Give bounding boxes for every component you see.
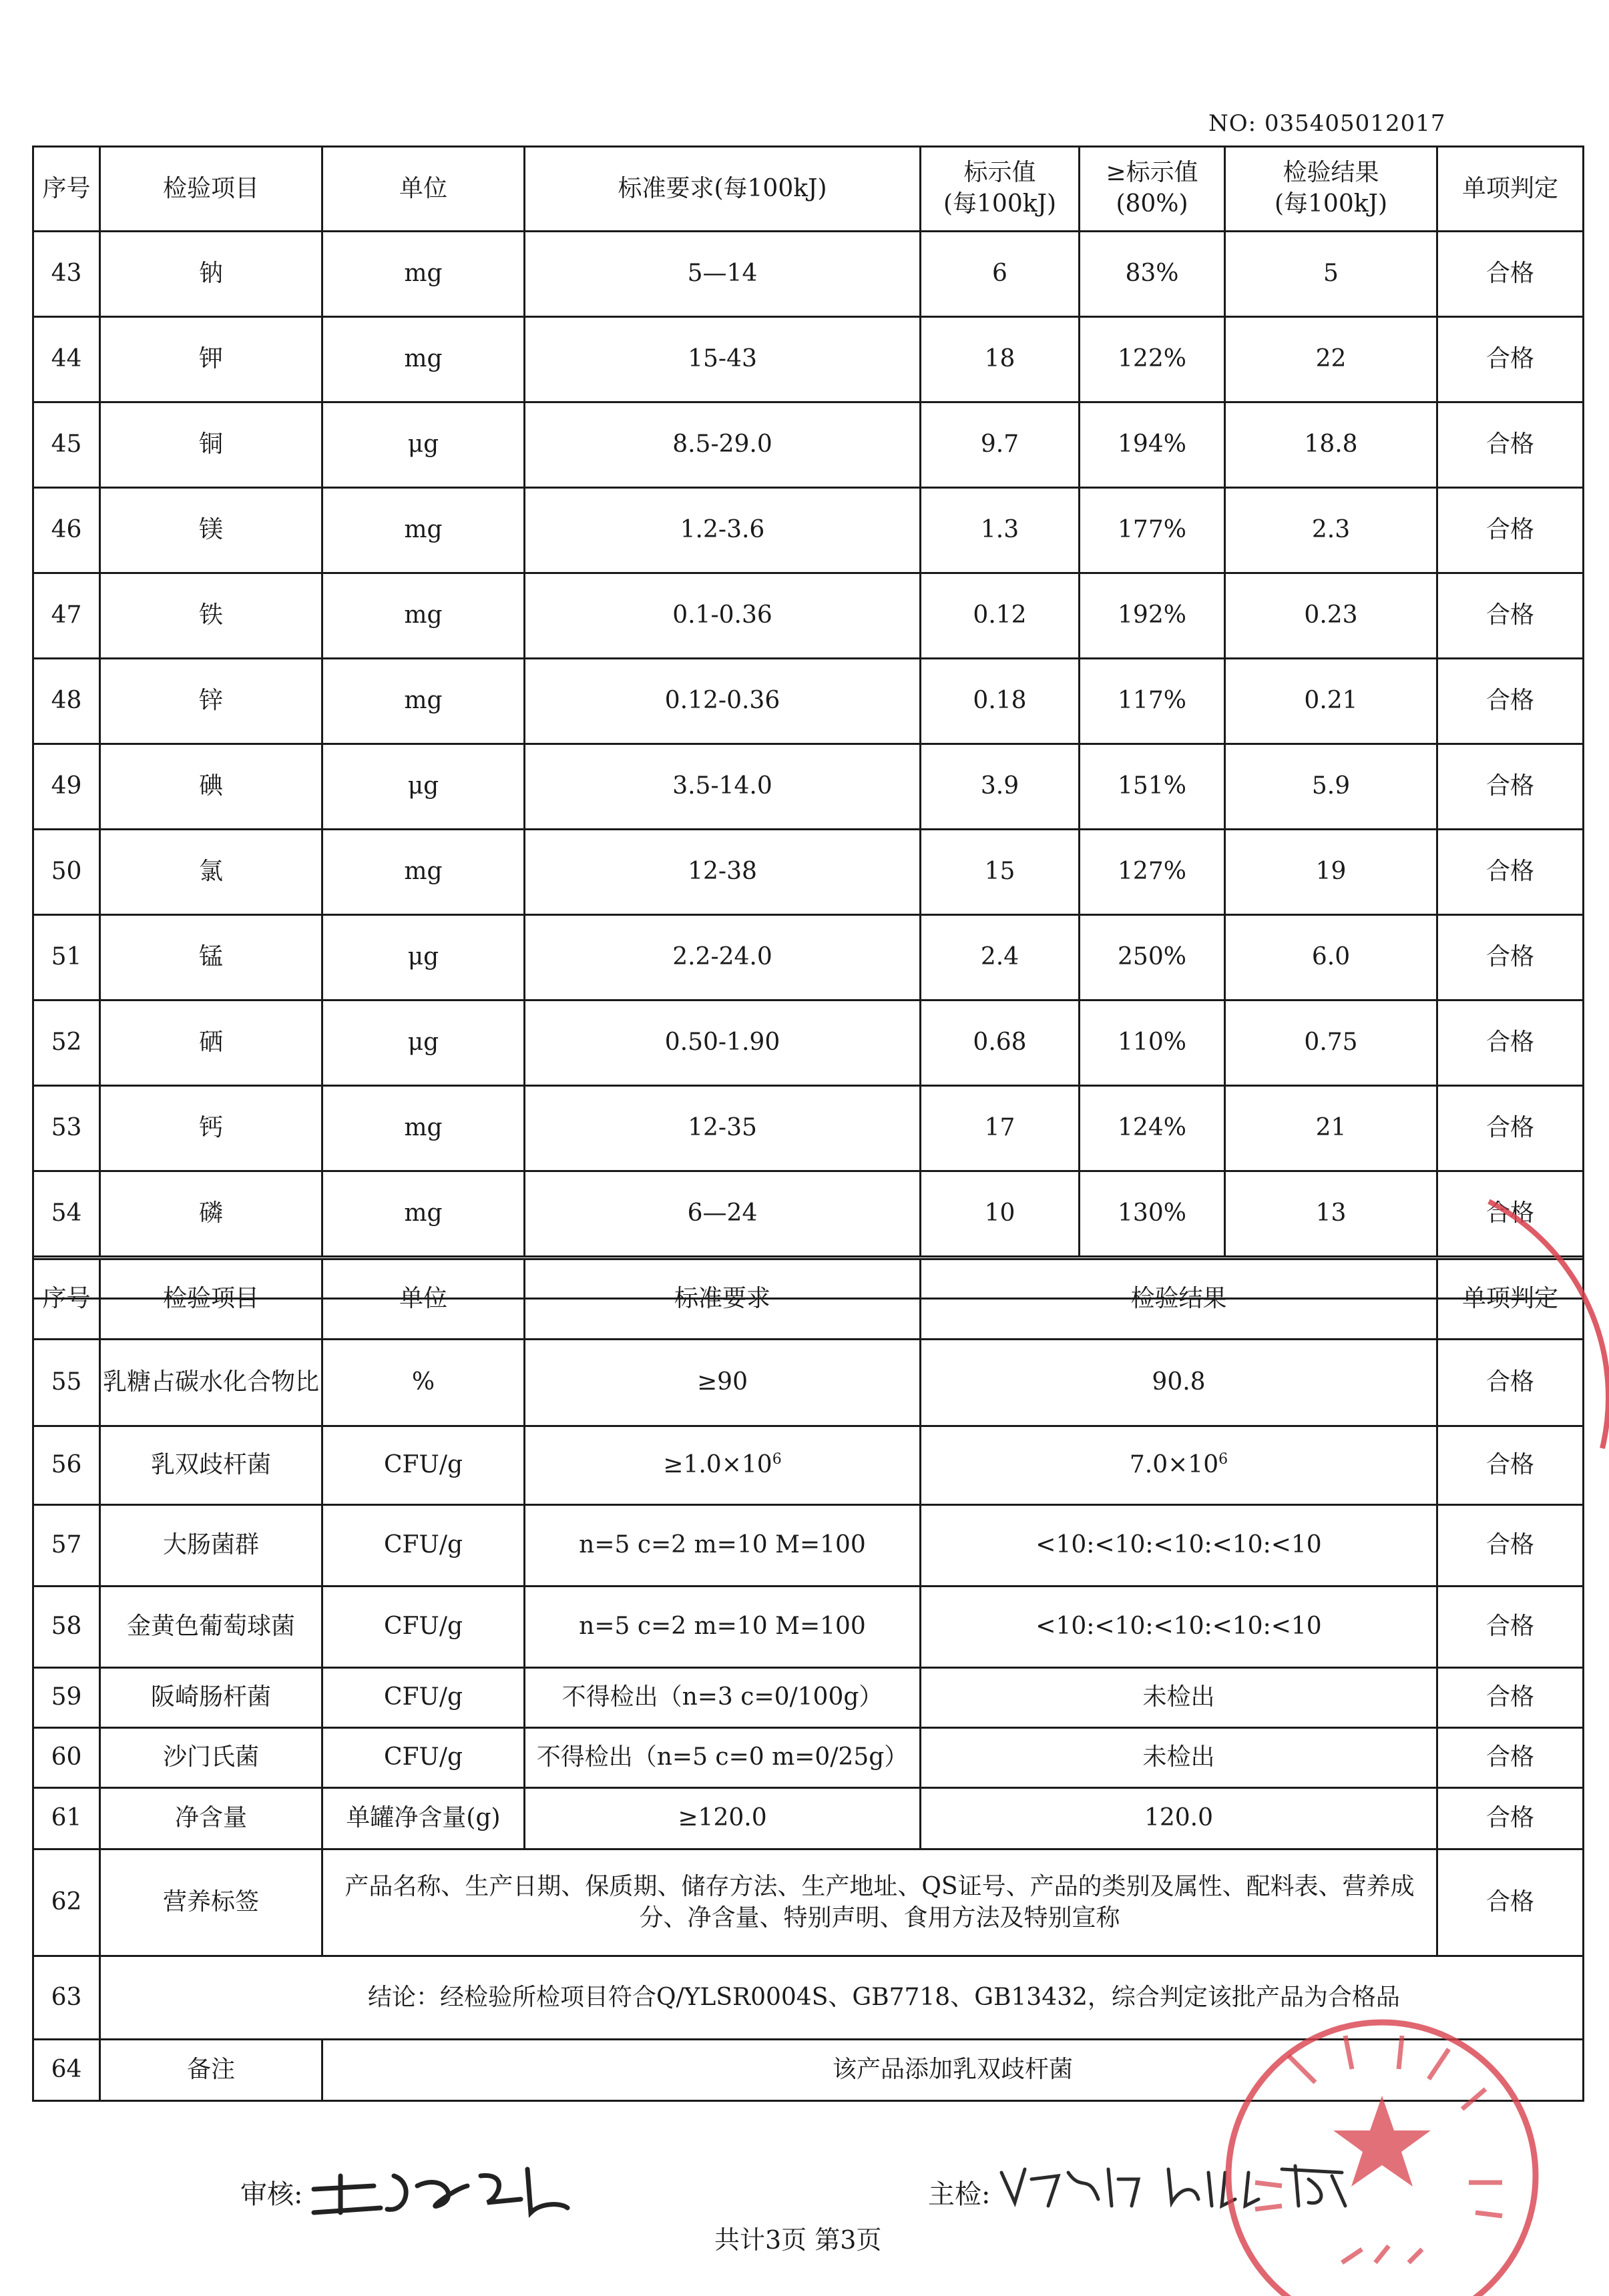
table-cell: 锰 [100,915,322,1000]
value-exponent: 6 [772,1451,782,1468]
table-cell: 57 [33,1505,100,1587]
table-cell: 3.5-14.0 [525,744,921,830]
table-cell: mg [322,573,525,659]
table-cell: 43 [33,232,100,317]
table-cell: 0.23 [1225,573,1437,659]
table-cell: 192% [1080,573,1225,659]
table-cell: 合格 [1437,1849,1584,1956]
table-cell: μg [322,915,525,1000]
table-cell: mg [322,232,525,317]
table-cell: 合格 [1437,573,1584,659]
table-cell: 2.3 [1225,488,1437,573]
table-cell: mg [322,1171,525,1257]
table-cell: 22 [1225,317,1437,402]
table-cell: 0.50-1.90 [525,1000,921,1086]
table-cell: 12-35 [525,1086,921,1171]
table-row [33,402,1584,488]
table-cell: 合格 [1437,659,1584,744]
table-cell: 45 [33,402,100,488]
table-cell: 合格 [1437,1728,1584,1788]
table-cell: 18.8 [1225,402,1437,488]
table-cell: 83% [1080,232,1225,317]
table-cell: 金黄色葡萄球菌 [100,1587,322,1668]
table-cell: 该产品添加乳双歧杆菌 [322,2040,1584,2101]
table-cell: 合格 [1437,317,1584,402]
table-cell: μg [322,402,525,488]
table-cell: 沙门氏菌 [100,1728,322,1788]
page-info: 共计3页 第3页 [714,2225,882,2255]
table-cell: 120.0 [921,1788,1437,1849]
column-header: 标准要求(每100kJ) [525,147,921,232]
table-row [33,1587,1584,1668]
table-cell: 50 [33,830,100,915]
table-header-row [33,147,1584,232]
table-cell: 58 [33,1587,100,1668]
table-cell: 53 [33,1086,100,1171]
table-cell: 合格 [1437,1668,1584,1728]
table-cell: 1.3 [921,488,1080,573]
table-row [33,317,1584,402]
table-cell: 合格 [1437,915,1584,1000]
table-cell: 合格 [1437,1171,1584,1257]
table-cell: <10:<10:<10:<10:<10 [921,1587,1437,1668]
table-cell: 90.8 [921,1340,1437,1426]
table-cell: CFU/g [322,1587,525,1668]
table-cell: 大肠菌群 [100,1505,322,1587]
table-cell: 硒 [100,1000,322,1086]
table-cell: 194% [1080,402,1225,488]
table-cell: 合格 [1437,1000,1584,1086]
review-label: 审核: [240,2179,303,2210]
table-cell: 47 [33,573,100,659]
table-cell: 合格 [1437,1505,1584,1587]
column-header: 单项判定 [1437,1259,1584,1340]
table-row [33,659,1584,744]
table-cell: 未检出 [921,1728,1437,1788]
table-cell: 氯 [100,830,322,915]
table-cell: 备注 [100,2040,322,2101]
table-cell: μg [322,744,525,830]
inspection-seal [1208,1982,1556,2296]
table-cell: 127% [1080,830,1225,915]
table-row [33,1728,1584,1788]
column-header: 序号 [33,1259,100,1340]
table-cell: 合格 [1437,1086,1584,1171]
table-row [33,1426,1584,1505]
table-cell: 钙 [100,1086,322,1171]
reviewer-signature [300,2149,594,2223]
table-cell: 117% [1080,659,1225,744]
table-cell: n=5 c=2 m=10 M=100 [525,1587,921,1668]
table-cell: 9.7 [921,402,1080,488]
table-cell: 54 [33,1171,100,1257]
table-cell: mg [322,830,525,915]
table-row [33,1505,1584,1587]
table-cell: mg [322,1086,525,1171]
table-row [33,232,1584,317]
nutrient-table [32,146,1584,1300]
table-cell: 3.9 [921,744,1080,830]
inspector-label: 主检: [928,2179,991,2210]
column-header: ≥标示值 (80%) [1080,147,1225,232]
table-cell: 10 [921,1171,1080,1257]
table-cell: 52 [33,1000,100,1086]
column-header: 序号 [33,147,100,232]
table-cell: 64 [33,2040,100,2101]
column-header: 检验项目 [100,147,322,232]
table-cell: 15 [921,830,1080,915]
table-cell: % [322,1340,525,1426]
table-cell: μg [322,1000,525,1086]
table-row [33,488,1584,573]
table-cell: mg [322,317,525,402]
table-header-row [33,1259,1584,1340]
table-cell: CFU/g [322,1728,525,1788]
value-base: 7.0×10 [1129,1451,1219,1479]
table-cell: <10:<10:<10:<10:<10 [921,1505,1437,1587]
column-header: 单位 [322,1259,525,1340]
table-cell: 0.75 [1225,1000,1437,1086]
table-cell: 钾 [100,317,322,402]
table-cell: 12-38 [525,830,921,915]
table-cell: 2.2-24.0 [525,915,921,1000]
table-cell: 61 [33,1788,100,1849]
column-header: 检验结果 (每100kJ) [1225,147,1437,232]
table-cell: 6.0 [1225,915,1437,1000]
table-cell: ≥120.0 [525,1788,921,1849]
table-cell: 营养标签 [100,1849,322,1956]
table-cell: 130% [1080,1171,1225,1257]
table-cell: 48 [33,659,100,744]
table-cell: 60 [33,1728,100,1788]
table-cell: 合格 [1437,1426,1584,1505]
table-cell: 21 [1225,1086,1437,1171]
table-row [33,744,1584,830]
value-base: ≥1.0×10 [663,1451,772,1479]
report-number: NO: 035405012017 [1208,110,1446,137]
table-cell: 18 [921,317,1080,402]
table-cell: 62 [33,1849,100,1956]
table-cell: 合格 [1437,744,1584,830]
table-cell: n=5 c=2 m=10 M=100 [525,1505,921,1587]
table-cell: 46 [33,488,100,573]
value-exponent: 6 [1218,1451,1228,1468]
table-cell: 单罐净含量(g) [322,1788,525,1849]
table-cell: 17 [921,1086,1080,1171]
table-cell: 不得检出（n=5 c=0 m=0/25g） [525,1728,921,1788]
table-cell: CFU/g [322,1505,525,1587]
table-cell: 合格 [1437,1340,1584,1426]
table-cell: 250% [1080,915,1225,1000]
table-row [33,1086,1584,1171]
table-cell: 5—14 [525,232,921,317]
table-row [33,1000,1584,1086]
table-cell: CFU/g [322,1426,525,1505]
table-cell: 净含量 [100,1788,322,1849]
column-header: 单项判定 [1437,147,1584,232]
table-cell: ≥90 [525,1340,921,1426]
table-cell: 磷 [100,1171,322,1257]
column-header: 检验项目 [100,1259,322,1340]
table-cell: 122% [1080,317,1225,402]
standard-cell [525,1426,921,1505]
table-cell: 1.2-3.6 [525,488,921,573]
table-cell: 合格 [1437,830,1584,915]
table-cell: 锌 [100,659,322,744]
table-cell: mg [322,659,525,744]
table-cell: 2.4 [921,915,1080,1000]
table-cell: 合格 [1437,488,1584,573]
table-cell: 56 [33,1426,100,1505]
table-row [33,1171,1584,1257]
table-cell: 59 [33,1668,100,1728]
table-row [33,1849,1584,1956]
company-seal-fragment [1475,1181,1609,1462]
table-cell: 合格 [1437,232,1584,317]
table-cell: 0.12-0.36 [525,659,921,744]
table-cell: mg [322,488,525,573]
table-cell: 阪崎肠杆菌 [100,1668,322,1728]
table-cell: 结论：经检验所检项目符合Q/YLSR0004S、GB7718、GB13432，综合判定该批产品为合格品 [100,1956,1584,2040]
table-cell: 铜 [100,402,322,488]
column-header: 检验结果 [921,1259,1437,1340]
table-cell: 0.1-0.36 [525,573,921,659]
table-cell: 63 [33,1956,100,2040]
table-cell: 合格 [1437,1587,1584,1668]
table-row [33,915,1584,1000]
table-cell: 124% [1080,1086,1225,1171]
table-row [33,1340,1584,1426]
table-cell: 乳双歧杆菌 [100,1426,322,1505]
table-cell: 151% [1080,744,1225,830]
table-cell: 55 [33,1340,100,1426]
table-cell: 5 [1225,232,1437,317]
table-cell: 0.12 [921,573,1080,659]
table-row [33,1788,1584,1849]
table-cell: 合格 [1437,1788,1584,1849]
table-cell: 乳糖占碳水化合物比 [100,1340,322,1426]
table-cell: 15-43 [525,317,921,402]
table-cell: 8.5-29.0 [525,402,921,488]
table-cell: 0.18 [921,659,1080,744]
table-cell: 合格 [1437,402,1584,488]
table-cell: 碘 [100,744,322,830]
table-cell: 产品名称、生产日期、保质期、储存方法、生产地址、QS证号、产品的类别及属性、配料表、营养成分、净含量、特别声明、食用方法及特别宣称 [322,1849,1437,1956]
table-cell: 5.9 [1225,744,1437,830]
table-cell: 不得检出（n=3 c=0/100g） [525,1668,921,1728]
table-cell: 铁 [100,573,322,659]
quality-table [32,1258,1584,2102]
column-header: 标准要求 [525,1259,921,1340]
table-cell: 未检出 [921,1668,1437,1728]
table-cell: 0.21 [1225,659,1437,744]
table-cell: 44 [33,317,100,402]
table-cell: 49 [33,744,100,830]
table-cell: 51 [33,915,100,1000]
table-cell: 0.68 [921,1000,1080,1086]
table-cell: 镁 [100,488,322,573]
table-row [33,830,1584,915]
table-cell: 110% [1080,1000,1225,1086]
table-cell: 6—24 [525,1171,921,1257]
result-cell [921,1426,1437,1505]
table-row [33,573,1584,659]
table-cell: 6 [921,232,1080,317]
table-cell: 19 [1225,830,1437,915]
table-row [33,1668,1584,1728]
table-cell: CFU/g [322,1668,525,1728]
table-cell: 钠 [100,232,322,317]
table-cell: 177% [1080,488,1225,573]
column-header: 单位 [322,147,525,232]
table-cell: 13 [1225,1171,1437,1257]
column-header: 标示值 (每100kJ) [921,147,1080,232]
